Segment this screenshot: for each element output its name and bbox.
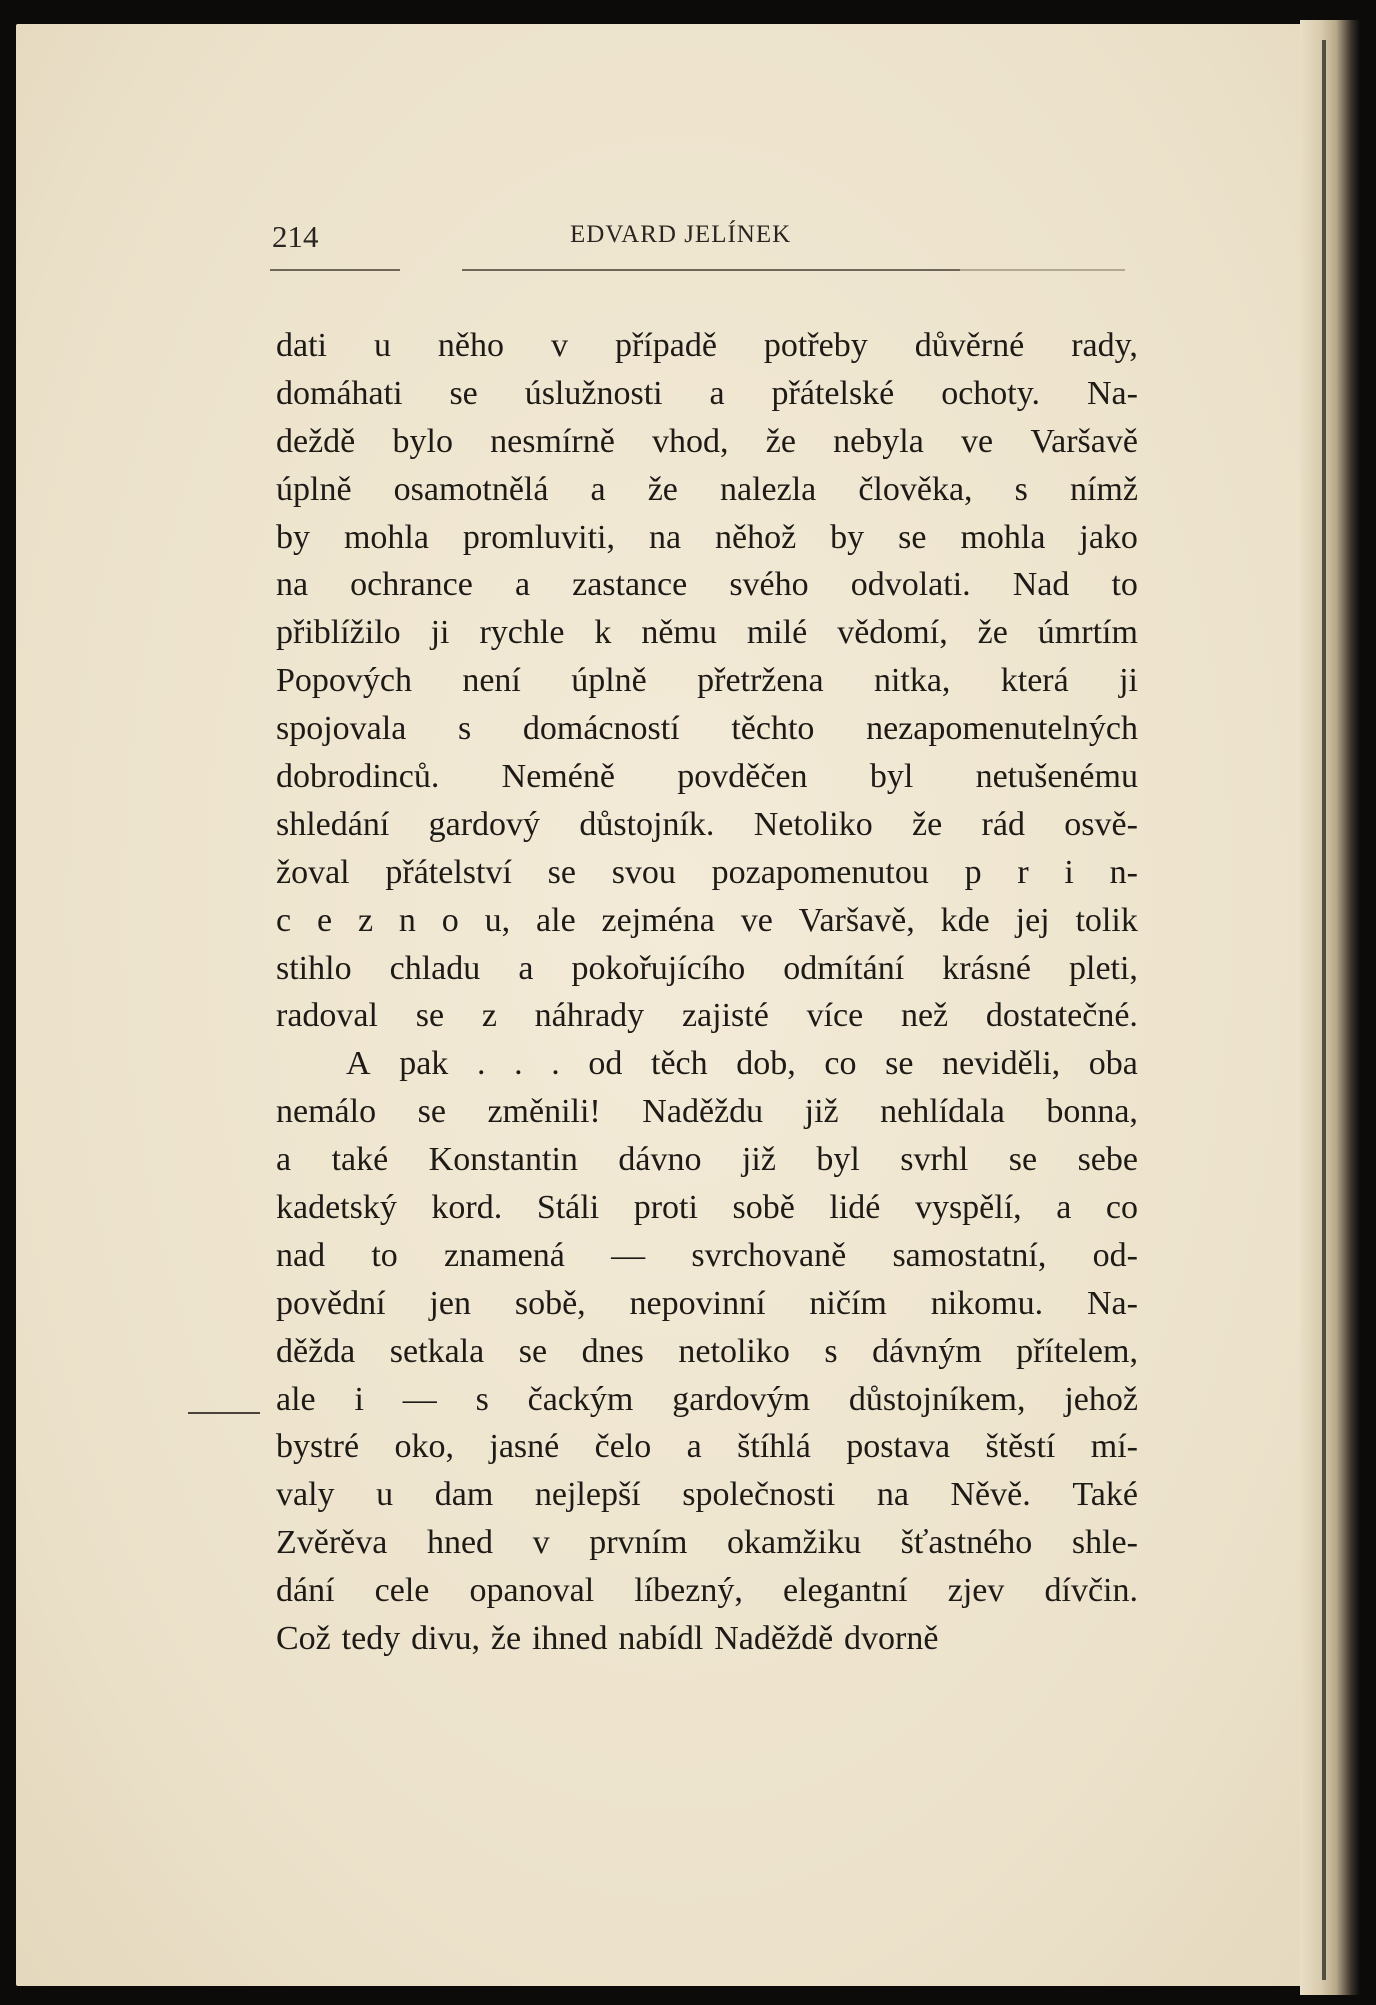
text-line: na ochrance a zastance svého odvolati. Nad to bbox=[276, 566, 1138, 604]
text-line: a také Konstantin dávno již byl svrhl se sebe bbox=[276, 1141, 1138, 1179]
text-line: úplně osamotnělá a že nalezla člověka, s nímž bbox=[276, 470, 1138, 508]
text-line: povědní jen sobě, nepovinní ničím nikomu. Na- bbox=[276, 1284, 1138, 1322]
margin-pencil-mark bbox=[188, 1412, 260, 1414]
text-line: Což tedy divu, že ihned nabídl Naděždě dvorně bbox=[276, 1620, 939, 1658]
text-line: nad to znamená — svrchovaně samostatní, od- bbox=[276, 1236, 1138, 1274]
text-line: dati u něho v případě potřeby důvěrné rady, bbox=[276, 327, 1138, 364]
running-head bbox=[270, 215, 1130, 265]
text-line: žoval přátelství se svou pozapomenutou p r i n- bbox=[276, 853, 1138, 891]
binding-edge bbox=[1322, 40, 1326, 1980]
text-line: shledání gardový důstojník. Netoliko že rád osvě- bbox=[276, 805, 1138, 843]
text-line: dání cele opanoval líbezný, elegantní zjev dívčin. bbox=[276, 1572, 1138, 1610]
text-line: stihlo chladu a pokořujícího odmítání krásné pleti, bbox=[276, 949, 1138, 987]
running-title: EDVARD JELÍNEK bbox=[570, 221, 792, 248]
page-number: 214 bbox=[272, 219, 319, 254]
text-line: Popových není úplně přetržena nitka, která ji bbox=[276, 662, 1138, 700]
header-rule-center bbox=[462, 269, 960, 271]
text-line: ale i — s čackým gardovým důstojníkem, jehož bbox=[276, 1380, 1138, 1418]
text-line: deždě bylo nesmírně vhod, že nebyla ve Varšavě bbox=[276, 422, 1138, 460]
text-line: valy u dam nejlepší společnosti na Něvě. Také bbox=[276, 1476, 1138, 1514]
text-line: dobrodinců. Neméně povděčen byl netušenému bbox=[276, 758, 1138, 796]
text-line: děžda setkala se dnes netoliko s dávným přítelem, bbox=[276, 1332, 1138, 1370]
text-line: kadetský kord. Stáli proti sobě lidé vyspělí, a co bbox=[276, 1189, 1138, 1227]
text-line: bystré oko, jasné čelo a štíhlá postava štěstí mí- bbox=[276, 1428, 1138, 1466]
text-line: přiblížilo ji rychle k němu milé vědomí, že úmrtím bbox=[276, 614, 1138, 652]
page-gutter bbox=[1300, 20, 1360, 1995]
text-line: domáhati se úslužnosti a přátelské ochoty. Na- bbox=[276, 374, 1138, 412]
text-line: nemálo se změnili! Naděždu již nehlídala bonna, bbox=[276, 1093, 1138, 1131]
text-line: radoval se z náhrady zajisté více než dostatečné. bbox=[276, 997, 1138, 1035]
text-line: spojovala s domácností těchto nezapomenutelných bbox=[276, 710, 1138, 748]
header-rule-left bbox=[270, 269, 400, 271]
header-rule-right bbox=[960, 269, 1125, 271]
text-line: c e z n o u, ale zejména ve Varšavě, kde jej tolik bbox=[276, 901, 1138, 939]
text-line: by mohla promluviti, na něhož by se mohla jako bbox=[276, 518, 1138, 556]
text-line: A pak . . . od těch dob, co se neviděli, oba bbox=[346, 1045, 1138, 1083]
text-line: Zvěrěva hned v prvním okamžiku šťastného shle- bbox=[276, 1524, 1138, 1562]
body-text bbox=[276, 322, 1138, 1663]
